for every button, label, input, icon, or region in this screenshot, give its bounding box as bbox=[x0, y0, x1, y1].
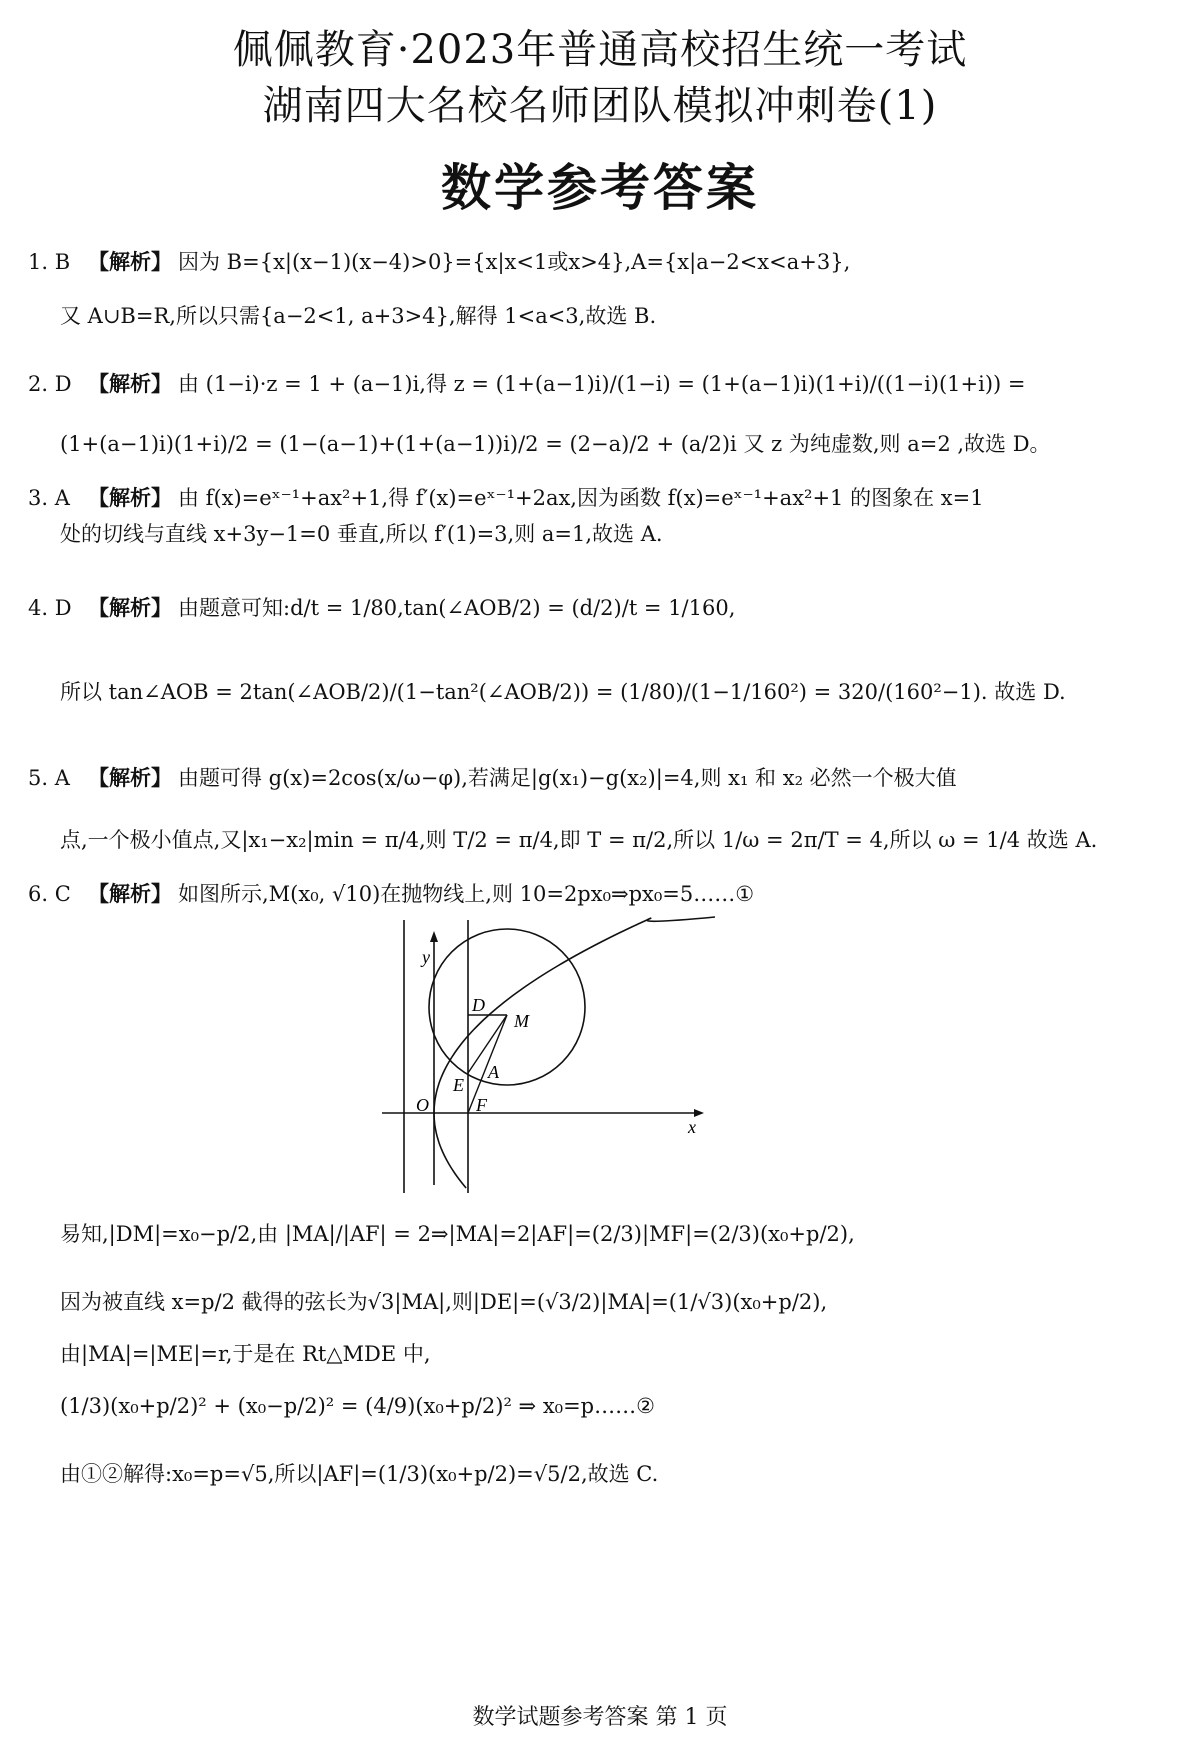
q5-text-1: 由题可得 g(x)=2cos(x/ω−φ),若满足|g(x₁)−g(x₂)|=4,则 x₁ 和 x₂ 必然一个极大值 bbox=[178, 766, 957, 790]
q3-text-1: 由 f(x)=eˣ⁻¹+ax²+1,得 f′(x)=eˣ⁻¹+2ax,因为函数 f(x)=eˣ⁻¹+ax²+1 的图象在 x=1 bbox=[178, 486, 984, 510]
q6-line-6: 由①②解得:x₀=p=√5,所以|AF|=(1/3)(x₀+p/2)=√5/2,故选 C. bbox=[60, 1462, 659, 1486]
q1-text-1: 因为 B={x|(x−1)(x−4)>0}={x|x<1或x>4},A={x|a−2<x<a+3}, bbox=[178, 250, 851, 274]
parabola-curve bbox=[434, 917, 715, 1188]
q3-number: 3. A bbox=[28, 486, 70, 510]
header-line-1: 佩佩教育·2023年普通高校招生统一考试 bbox=[232, 27, 968, 73]
point-a-label: A bbox=[488, 1062, 499, 1082]
circle-m bbox=[429, 929, 585, 1085]
point-f-label: F bbox=[476, 1095, 487, 1115]
q1-number: 1. B bbox=[28, 250, 71, 274]
page-footer: 数学试题参考答案 第 1 页 bbox=[472, 1705, 728, 1730]
q4-number: 4. D bbox=[28, 596, 72, 620]
y-axis-label: y bbox=[422, 947, 430, 967]
point-d-label: D bbox=[472, 995, 485, 1015]
q6-line-5: (1/3)(x₀+p/2)² + (x₀−p/2)² = (4/9)(x₀+p/2)² ⇒ x₀=p……② bbox=[60, 1394, 655, 1418]
q1-line-1 bbox=[28, 250, 850, 275]
x-axis-label: x bbox=[688, 1117, 696, 1137]
q3-line-1 bbox=[28, 486, 984, 511]
q3-line-2: 处的切线与直线 x+3y−1=0 垂直,所以 f′(1)=3,则 a=1,故选 A. bbox=[60, 522, 663, 546]
analysis-tag: 【解析】 bbox=[88, 250, 172, 274]
q6-line-4: 由|MA|=|ME|=r,于是在 Rt△MDE 中, bbox=[60, 1342, 431, 1366]
q6-text-1: 如图所示,M(x₀, √10)在抛物线上,则 10=2px₀⇒px₀=5……① bbox=[178, 882, 755, 906]
q1-line-2: 又 A∪B=R,所以只需{a−2<1, a+3>4},解得 1<a<3,故选 B. bbox=[60, 304, 657, 328]
q4-text-1: 由题意可知:d/t = 1/80,tan(∠AOB/2) = (d/2)/t = 1/160, bbox=[178, 596, 736, 620]
analysis-tag: 【解析】 bbox=[88, 596, 172, 620]
q5-line-2: 点,一个极小值点,又|x₁−x₂|min = π/4,则 T/2 = π/4,即 T = π/2,所以 1/ω = 2π/T = 4,所以 ω = 1/4 故选 A. bbox=[60, 828, 1098, 852]
q6-line-1 bbox=[28, 882, 754, 907]
q6-number: 6. C bbox=[28, 882, 71, 906]
analysis-tag: 【解析】 bbox=[88, 372, 172, 396]
q6-line-2: 易知,|DM|=x₀−p/2,由 |MA|/|AF| = 2⇒|MA|=2|AF|=(2/3)|MF|=(2/3)(x₀+p/2), bbox=[60, 1222, 855, 1246]
q6-line-3: 因为被直线 x=p/2 截得的弦长为√3|MA|,则|DE|=(√3/2)|MA|=(1/√3)(x₀+p/2), bbox=[60, 1290, 828, 1314]
analysis-tag: 【解析】 bbox=[88, 486, 172, 510]
q5-number: 5. A bbox=[28, 766, 70, 790]
header-line-2: 湖南四大名校名师团队模拟冲刺卷(1) bbox=[262, 83, 938, 129]
x-axis-arrow-icon bbox=[694, 1109, 704, 1117]
q2-line-1 bbox=[28, 372, 1026, 397]
q2-text-1: 由 (1−i)·z = 1 + (a−1)i,得 z = (1+(a−1)i)/(1−i) = (1+(a−1)i)(1+i)/((1−i)(1+i)) = bbox=[178, 372, 1026, 396]
q2-number: 2. D bbox=[28, 372, 72, 396]
parabola-circle-figure bbox=[370, 915, 730, 1195]
q2-line-2: (1+(a−1)i)(1+i)/2 = (1−(a−1)+(1+(a−1))i)/2 = (2−a)/2 + (a/2)i 又 z 为纯虚数,则 a=2 ,故选 D。 bbox=[60, 432, 1051, 456]
y-axis-arrow-icon bbox=[430, 931, 438, 942]
origin-label: O bbox=[416, 1095, 429, 1115]
q5-line-1 bbox=[28, 766, 957, 791]
q4-line-1 bbox=[28, 596, 735, 621]
analysis-tag: 【解析】 bbox=[88, 882, 172, 906]
page-title: 数学参考答案 bbox=[441, 158, 759, 217]
analysis-tag: 【解析】 bbox=[88, 766, 172, 790]
q4-line-2: 所以 tan∠AOB = 2tan(∠AOB/2)/(1−tan²(∠AOB/2)) = (1/80)/(1−1/160²) = 320/(160²−1). 故选 D. bbox=[60, 680, 1066, 704]
point-m-label: M bbox=[514, 1011, 529, 1031]
point-e-label: E bbox=[453, 1075, 464, 1095]
